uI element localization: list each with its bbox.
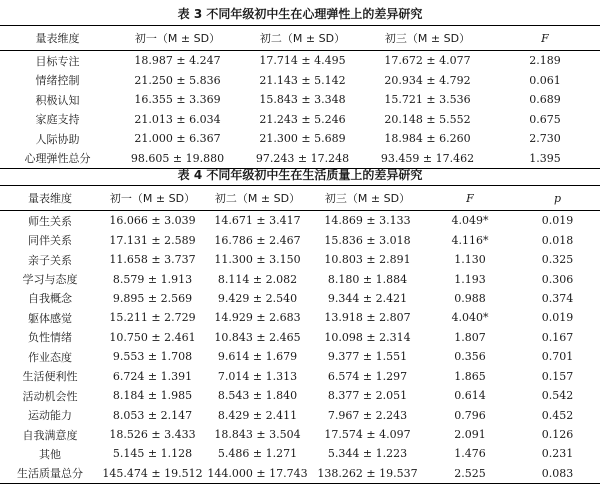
table4-row [0,211,600,231]
row-label-cell: 同伴关系 [28,234,72,248]
table4-row [0,250,600,269]
table-cell: 20.148 ± 5.552 [384,112,471,126]
table-cell: 0.701 [541,350,574,364]
table-cell: 0.083 [541,466,574,480]
table-cell: 6.574 ± 1.297 [327,369,408,383]
table-cell: 11.658 ± 3.737 [109,253,196,267]
table-cell: 9.553 ± 1.708 [112,350,193,364]
table-cell: 0.374 [541,291,574,305]
row-label-cell: 目标专注 [35,54,80,68]
table-cell: 0.231 [541,447,574,461]
table4-row [0,328,600,347]
row-label-cell: 负性情绪 [28,331,72,345]
table3-header-cell: 初一（M ± SD） [134,32,221,45]
table-cell: 8.579 ± 1.913 [112,272,193,286]
table-cell: 145.474 ± 19.512 [102,466,203,480]
table-cell: 9.344 ± 2.421 [327,291,408,305]
table-cell: 8.180 ± 1.884 [327,272,408,286]
table-cell: 0.452 [541,408,574,422]
table-cell: 21.143 ± 5.142 [259,73,346,87]
table3 [0,25,600,169]
table-cell: 0.356 [454,350,486,364]
table3-header-cell: F [541,31,549,45]
table-cell: 0.306 [541,272,574,286]
table3-body [0,51,600,169]
table-cell: 18.843 ± 3.504 [214,428,301,442]
row-label-cell: 师生关系 [28,214,72,228]
table3-row [0,110,600,130]
table-cell: 0.157 [541,369,574,383]
table-cell: 21.000 ± 6.367 [134,132,221,146]
row-label-cell: 其他 [39,447,61,461]
table4-header-cell: 初一（M ± SD） [109,192,196,205]
table-cell: 0.018 [541,233,574,247]
row-label-cell: 学习与态度 [22,273,78,287]
table4-row [0,289,600,308]
row-label-cell: 躯体感觉 [28,311,72,325]
table-cell: 1.476 [454,447,486,461]
table-cell: 6.724 ± 1.391 [112,369,193,383]
table4-row [0,444,600,463]
table-cell: 16.066 ± 3.039 [109,214,196,228]
table-cell: 2.189 [529,54,561,68]
table-cell: 8.114 ± 2.082 [217,272,298,286]
table3-row [0,90,600,110]
table-cell: 0.325 [541,253,574,267]
row-label-cell: 人际协助 [35,132,80,146]
table-cell: 10.803 ± 2.891 [324,253,411,267]
table4-header-cell: p [553,191,562,205]
table-cell: 21.013 ± 6.034 [134,112,221,126]
table-cell: 11.300 ± 3.150 [214,253,301,267]
table-cell: 1.130 [454,253,486,267]
table-cell: 14.869 ± 3.133 [324,214,411,228]
table-cell: 18.984 ± 6.260 [384,132,471,146]
table-cell: 0.542 [541,389,574,403]
table-cell: 18.526 ± 3.433 [109,428,196,442]
table-cell: 7.967 ± 2.243 [327,408,408,422]
table-cell: 0.061 [529,73,561,87]
table-cell: 8.184 ± 1.985 [112,389,193,403]
table-cell: 0.019 [541,311,574,325]
table-cell: 0.167 [541,330,574,344]
table-cell: 17.574 ± 4.097 [324,428,411,442]
table-cell: 4.116* [451,233,489,247]
table4-row [0,425,600,444]
table-cell: 8.543 ± 1.840 [217,389,298,403]
table-cell: 0.689 [529,93,561,107]
table-cell: 16.786 ± 2.467 [214,233,301,247]
table4-header-row [0,186,600,211]
table-cell: 144.000 ± 17.743 [207,466,308,480]
table4 [0,185,600,484]
table-cell: 21.243 ± 5.246 [259,112,346,126]
table-cell: 2.730 [529,132,561,146]
table4-row [0,230,600,249]
table-cell: 98.605 ± 19.880 [130,151,225,165]
table-cell: 9.614 ± 1.679 [217,350,298,364]
table-cell: 1.193 [454,272,486,286]
table-cell: 8.377 ± 2.051 [327,389,408,403]
table4-row [0,367,600,386]
table-cell: 10.750 ± 2.461 [109,330,196,344]
table-cell: 15.836 ± 3.018 [324,233,411,247]
table-cell: 9.429 ± 2.540 [217,291,298,305]
row-label-cell: 作业态度 [28,350,72,364]
table4-body [0,211,600,484]
table3-header-cell: 量表维度 [35,32,80,45]
table-cell: 1.865 [454,369,486,383]
table-cell: 18.987 ± 4.247 [134,54,221,68]
table-cell: 4.040* [451,311,489,325]
table-cell: 17.672 ± 4.077 [384,54,471,68]
table-cell: 9.895 ± 2.569 [112,291,193,305]
table-cell: 7.014 ± 1.313 [217,369,298,383]
table-cell: 5.145 ± 1.128 [112,447,193,461]
table-cell: 20.934 ± 4.792 [384,73,471,87]
table-cell: 16.355 ± 3.369 [134,93,221,107]
table3-row [0,71,600,91]
table4-row [0,464,600,484]
table-cell: 15.843 ± 3.348 [259,93,346,107]
table-cell: 0.675 [529,112,561,126]
table-cell: 17.131 ± 2.589 [109,233,196,247]
table-cell: 0.988 [454,291,486,305]
table4-header-cell: 初三（M ± SD） [324,192,411,205]
table-cell: 14.929 ± 2.683 [214,311,301,325]
table-cell: 13.918 ± 2.807 [324,311,411,325]
row-label-cell: 自我满意度 [22,428,78,442]
row-label-cell: 积极认知 [35,93,80,107]
table-cell: 0.796 [454,408,486,422]
table-cell: 97.243 ± 17.248 [255,151,350,165]
row-label-cell: 亲子关系 [28,253,72,267]
row-label-cell: 运动能力 [28,409,72,423]
table4-row [0,308,600,327]
table4-row [0,405,600,424]
table-cell: 8.429 ± 2.411 [217,408,298,422]
row-label-cell: 生活质量总分 [17,467,83,481]
table-cell: 21.250 ± 5.836 [134,73,221,87]
table-cell: 5.344 ± 1.223 [327,447,408,461]
row-label-cell: 心理弹性总分 [24,152,91,166]
table-cell: 4.049* [451,214,489,228]
table-cell: 0.614 [454,389,486,403]
table-cell: 0.019 [541,214,574,228]
table4-header-cell: F [466,191,474,205]
table-cell: 14.671 ± 3.417 [214,214,301,228]
table-cell: 10.843 ± 2.465 [214,330,301,344]
table-cell: 21.300 ± 5.689 [259,132,346,146]
table-cell: 93.459 ± 17.462 [380,151,475,165]
table4-header-cell: 量表维度 [28,192,72,205]
table4-caption: 表 4 不同年级初中生在生活质量上的差异研究 [177,168,423,182]
row-label-cell: 家庭支持 [35,113,80,127]
table-cell: 17.714 ± 4.495 [259,54,346,68]
row-label-cell: 自我概念 [28,292,72,306]
table4-row [0,269,600,288]
table-cell: 5.486 ± 1.271 [217,447,298,461]
table4-row [0,347,600,366]
table3-header-row [0,26,600,51]
table-cell: 1.807 [454,330,486,344]
row-label-cell: 情绪控制 [35,74,80,88]
table-cell: 138.262 ± 19.537 [317,466,418,480]
table-cell: 0.126 [541,428,574,442]
table-cell: 10.098 ± 2.314 [324,330,411,344]
table-cell: 2.525 [454,466,486,480]
table-cell: 8.053 ± 2.147 [112,408,193,422]
table3-row [0,129,600,149]
table-cell: 1.395 [529,151,561,165]
table-cell: 15.211 ± 2.729 [109,311,196,325]
table3-caption: 表 3 不同年级初中生在心理弹性上的差异研究 [177,7,423,21]
table4-header-cell: 初二（M ± SD） [214,192,301,205]
table-cell: 2.091 [454,428,486,442]
table4-row [0,386,600,405]
table3-header-cell: 初二（M ± SD） [259,32,346,45]
table-cell: 15.721 ± 3.536 [384,93,471,107]
row-label-cell: 活动机会性 [22,389,78,403]
table-cell: 9.377 ± 1.551 [327,350,408,364]
table3-row [0,51,600,71]
row-label-cell: 生活便利性 [22,370,78,384]
table3-header-cell: 初三（M ± SD） [384,32,471,45]
